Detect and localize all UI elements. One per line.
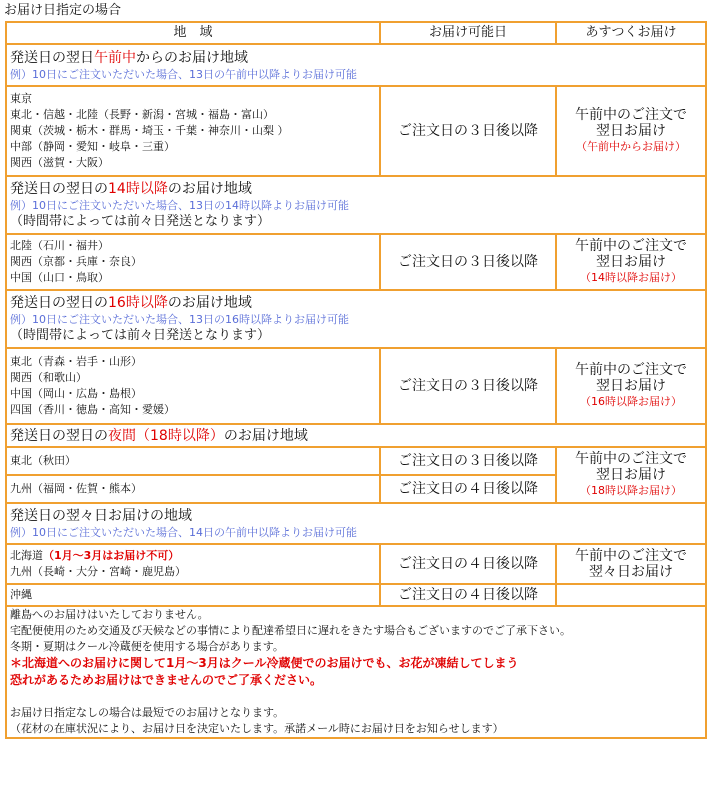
tomorrow-line2: 翌日お届け bbox=[596, 378, 666, 394]
delivery-days: ご注文日の４日後以降 bbox=[380, 475, 556, 503]
section-header-cell bbox=[6, 176, 706, 234]
tomorrow-delivery-empty bbox=[556, 584, 706, 606]
tomorrow-sub: （14時以降お届け） bbox=[580, 271, 682, 284]
region-name: 北海道 bbox=[10, 549, 43, 562]
region-item: 関東（茨城・栃木・群馬・埼玉・千葉・神奈川・山梨 ） bbox=[10, 124, 289, 137]
region-item: 北陸（石川・福井） bbox=[10, 239, 109, 252]
region-item: 東北（青森・岩手・山形） bbox=[10, 355, 142, 368]
section-example: 例）10日にご注文いただいた場合、13日の16時以降よりお届け可能 bbox=[10, 313, 349, 326]
section-title bbox=[10, 180, 702, 198]
footer-note: （花材の在庫状況により、お届け日を決定いたします。承諾メール時にお届け日をお知らせします） bbox=[10, 722, 504, 735]
region-item: 東北・信越・北陸（長野・新潟・宮城・福島・富山） bbox=[10, 108, 274, 121]
delivery-days: ご注文日の４日後以降 bbox=[380, 544, 556, 584]
region-item: 関西（滋賀・大阪） bbox=[10, 156, 109, 169]
header-tomorrow: あすつくお届け bbox=[556, 22, 706, 44]
tomorrow-line1: 午前中のご注文で bbox=[575, 107, 687, 123]
footer-warning: ＊北海道へのお届けに関して1月～3月はクール冷蔵便でのお届けでも、お花が凍結してしまう bbox=[10, 656, 519, 670]
region-list: 九州（福岡・佐賀・熊本） bbox=[6, 475, 380, 503]
delivery-days: ご注文日の３日後以降 bbox=[380, 348, 556, 424]
tomorrow-sub: （16時以降お届け） bbox=[580, 395, 682, 408]
tomorrow-delivery bbox=[556, 348, 706, 424]
section-header-two-days bbox=[6, 503, 706, 544]
region-list bbox=[6, 544, 380, 584]
header-days: お届け可能日 bbox=[380, 22, 556, 44]
section-title-post: のお届け地域 bbox=[167, 295, 252, 311]
tomorrow-line2: 翌々日お届け bbox=[589, 564, 673, 580]
tomorrow-line2: 翌日お届け bbox=[596, 123, 666, 139]
section-title bbox=[10, 427, 702, 445]
section-note: （時間帯によっては前々日発送となります） bbox=[10, 214, 271, 229]
delivery-table bbox=[5, 21, 707, 739]
footer-note: 離島へのお届けはいたしておりません。 bbox=[10, 608, 209, 621]
region-row bbox=[6, 447, 706, 475]
tomorrow-delivery bbox=[556, 544, 706, 584]
footer-row bbox=[6, 606, 706, 738]
region-row bbox=[6, 544, 706, 584]
section-title-pre: 発送日の翌日の bbox=[10, 427, 108, 444]
tomorrow-line1: 午前中のご注文で bbox=[575, 451, 687, 467]
section-title-pre: 発送日の翌日の bbox=[10, 181, 108, 197]
region-list: 沖縄 bbox=[6, 584, 380, 606]
region-restriction: （1月～3月はお届け不可） bbox=[43, 549, 180, 562]
delivery-days: ご注文日の４日後以降 bbox=[380, 584, 556, 606]
section-title-highlight: 午前中 bbox=[94, 49, 136, 66]
section-header-16h bbox=[6, 290, 706, 348]
region-list bbox=[6, 234, 380, 290]
region-item: 四国（香川・徳島・高知・愛媛） bbox=[10, 403, 175, 416]
tomorrow-sub: （午前中からお届け） bbox=[576, 140, 686, 153]
footer-note: 宅配便使用のため交通及び天候などの事情により配達希望日に遅れをきたす場合もございますのでご了承下さい。 bbox=[10, 624, 571, 637]
section-example: 例）10日にご注文いただいた場合、13日の午前中以降よりお届け可能 bbox=[10, 67, 357, 81]
region-list bbox=[6, 86, 380, 176]
region-item: 中国（山口・鳥取） bbox=[10, 271, 109, 284]
section-header-morning bbox=[6, 44, 706, 86]
region-row bbox=[6, 86, 706, 176]
delivery-days: ご注文日の３日後以降 bbox=[380, 447, 556, 475]
region-list bbox=[6, 348, 380, 424]
region-list: 東北（秋田） bbox=[6, 447, 380, 475]
section-title-highlight: 夜間（18時以降） bbox=[108, 427, 224, 444]
section-note: （時間帯によっては前々日発送となります） bbox=[10, 328, 271, 343]
section-header-cell bbox=[6, 44, 706, 86]
tomorrow-line1: 午前中のご注文で bbox=[575, 362, 687, 378]
region-item: 関西（京都・兵庫・奈良） bbox=[10, 255, 142, 268]
section-example: 例）10日にご注文いただいた場合、13日の14時以降よりお届け可能 bbox=[10, 199, 349, 212]
footer-warning: 恐れがあるためお届けはできませんのでご了承ください。 bbox=[10, 673, 323, 687]
tomorrow-line2: 翌日お届け bbox=[596, 254, 666, 270]
table-header-row bbox=[6, 22, 706, 44]
section-title bbox=[10, 294, 702, 312]
tomorrow-line1: 午前中のご注文で bbox=[575, 238, 687, 254]
section-title bbox=[10, 49, 702, 67]
region-item bbox=[10, 548, 376, 564]
region-item: 中部（静岡・愛知・岐阜・三重） bbox=[10, 140, 175, 153]
section-header-cell bbox=[6, 503, 706, 544]
region-row bbox=[6, 234, 706, 290]
tomorrow-line1: 午前中のご注文で bbox=[575, 548, 687, 564]
footer-note: 冬期・夏期はクール冷蔵便を使用する場合があります。 bbox=[10, 640, 284, 653]
section-header-cell bbox=[6, 424, 706, 447]
footer-notes bbox=[6, 606, 706, 738]
region-item: 九州（長崎・大分・宮崎・鹿児島） bbox=[10, 565, 186, 578]
delivery-days: ご注文日の３日後以降 bbox=[380, 86, 556, 176]
section-title-highlight: 16時以降 bbox=[108, 295, 168, 311]
section-example: 例）10日にご注文いただいた場合、14日の午前中以降よりお届け可能 bbox=[10, 526, 357, 539]
region-item: 関西（和歌山） bbox=[10, 371, 87, 384]
section-header-cell bbox=[6, 290, 706, 348]
footer-note: お届け日指定なしの場合は最短でのお届けとなります。 bbox=[10, 706, 285, 719]
section-title-post: のお届け地域 bbox=[223, 427, 308, 444]
region-row bbox=[6, 584, 706, 606]
section-title-highlight: 14時以降 bbox=[108, 181, 168, 197]
page-title: お届け日指定の場合 bbox=[4, 3, 122, 18]
tomorrow-line2: 翌日お届け bbox=[596, 467, 666, 483]
tomorrow-delivery bbox=[556, 447, 706, 503]
section-title-post: のお届け地域 bbox=[167, 181, 252, 197]
section-title-pre: 発送日の翌日 bbox=[10, 49, 94, 66]
section-header-night bbox=[6, 424, 706, 447]
footer-spacer bbox=[10, 689, 702, 705]
section-title: 発送日の翌々日お届けの地域 bbox=[10, 508, 192, 524]
tomorrow-sub: （18時以降お届け） bbox=[580, 484, 682, 497]
delivery-days: ご注文日の３日後以降 bbox=[380, 234, 556, 290]
region-row bbox=[6, 348, 706, 424]
section-title-post: からのお届け地域 bbox=[136, 49, 248, 66]
region-item: 東京 bbox=[10, 92, 32, 105]
region-item: 中国（岡山・広島・島根） bbox=[10, 387, 142, 400]
header-region: 地 域 bbox=[6, 22, 380, 44]
section-title-pre: 発送日の翌日の bbox=[10, 295, 108, 311]
section-header-14h bbox=[6, 176, 706, 234]
tomorrow-delivery bbox=[556, 86, 706, 176]
tomorrow-delivery bbox=[556, 234, 706, 290]
